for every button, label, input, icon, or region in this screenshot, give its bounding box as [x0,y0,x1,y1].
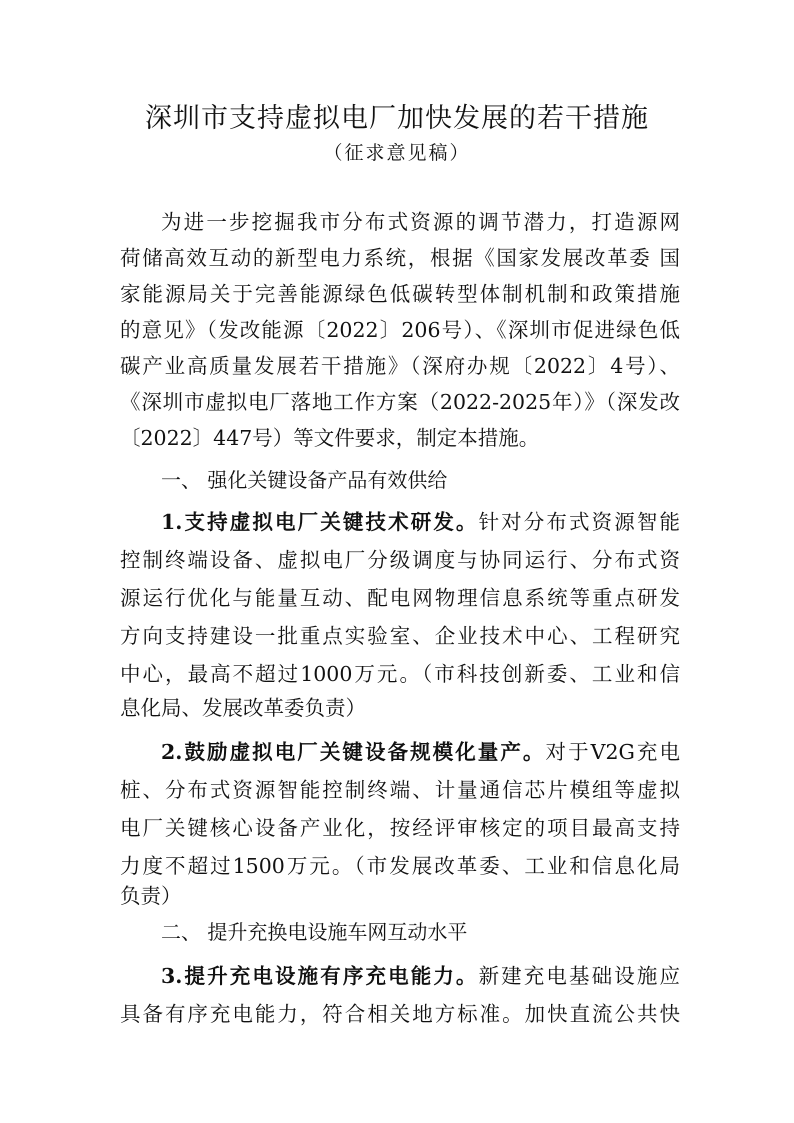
intro-line: 的意见》（发改能源〔2022〕206号）、《深圳市促进绿色低 [120,318,680,342]
intro-line: 碳产业高质量发展若干措施》（深府办规〔2022〕4号）、 [120,354,680,378]
item1-line: 控制终端设备、虚拟电厂分级调度与协同运行、分布式资 [120,548,680,572]
intro-line: 《深圳市虚拟电厂落地工作方案（2022-2025年）》（深发改 [120,390,680,414]
item3-title: 3.提升充电设施有序充电能力。 [161,964,479,988]
intro-line: 为进一步挖掘我市分布式资源的调节潜力，打造源网 [161,210,680,234]
section-heading-1: 一、 强化关键设备产品有效供给 [161,468,448,492]
item1-first-line [120,508,680,536]
item3-line: 具备有序充电能力，符合相关地方标准。加快直流公共快 [120,1002,680,1026]
item2-first-line [120,738,680,766]
item2-line: 电厂关键核心设备产业化，按经评审核定的项目最高支持 [120,816,680,840]
document-title: 深圳市支持虚拟电厂加快发展的若干措施 [145,103,649,134]
intro-line: 荷储高效互动的新型电力系统，根据《国家发展改革委 国 [120,246,680,270]
item2-line: 力度不超过1500万元。（市发展改革委、工业和信息化局 [120,854,680,878]
item1-line: 中心，最高不超过1000万元。（市科技创新委、工业和信 [120,662,680,686]
item2-title: 2.鼓励虚拟电厂关键设备规模化量产。 [161,740,546,764]
item2-line: 桩、分布式资源智能控制终端、计量通信芯片模组等虚拟 [120,778,680,802]
item2-lead: 对于V2G充电 [545,740,680,764]
item1-line: 息化局、发展改革委负责） [120,696,366,720]
item1-line: 源运行优化与能量互动、配电网物理信息系统等重点研发 [120,586,680,610]
document-subtitle: （征求意见稿） [323,142,471,164]
item1-line: 方向支持建设一批重点实验室、企业技术中心、工程研究 [120,624,680,648]
item3-first-line [120,962,680,990]
item3-lead: 新建充电基础设施应 [478,964,681,988]
intro-line: 〔2022〕447号）等文件要求，制定本措施。 [120,426,540,450]
item1-title: 1.支持虚拟电厂关键技术研发。 [161,510,479,534]
item1-lead: 针对分布式资源智能 [478,510,681,534]
section-heading-2: 二、 提升充换电设施车网互动水平 [161,920,468,944]
item2-line: 负责） [120,884,182,908]
intro-line: 家能源局关于完善能源绿色低碳转型体制机制和政策措施 [120,282,680,306]
